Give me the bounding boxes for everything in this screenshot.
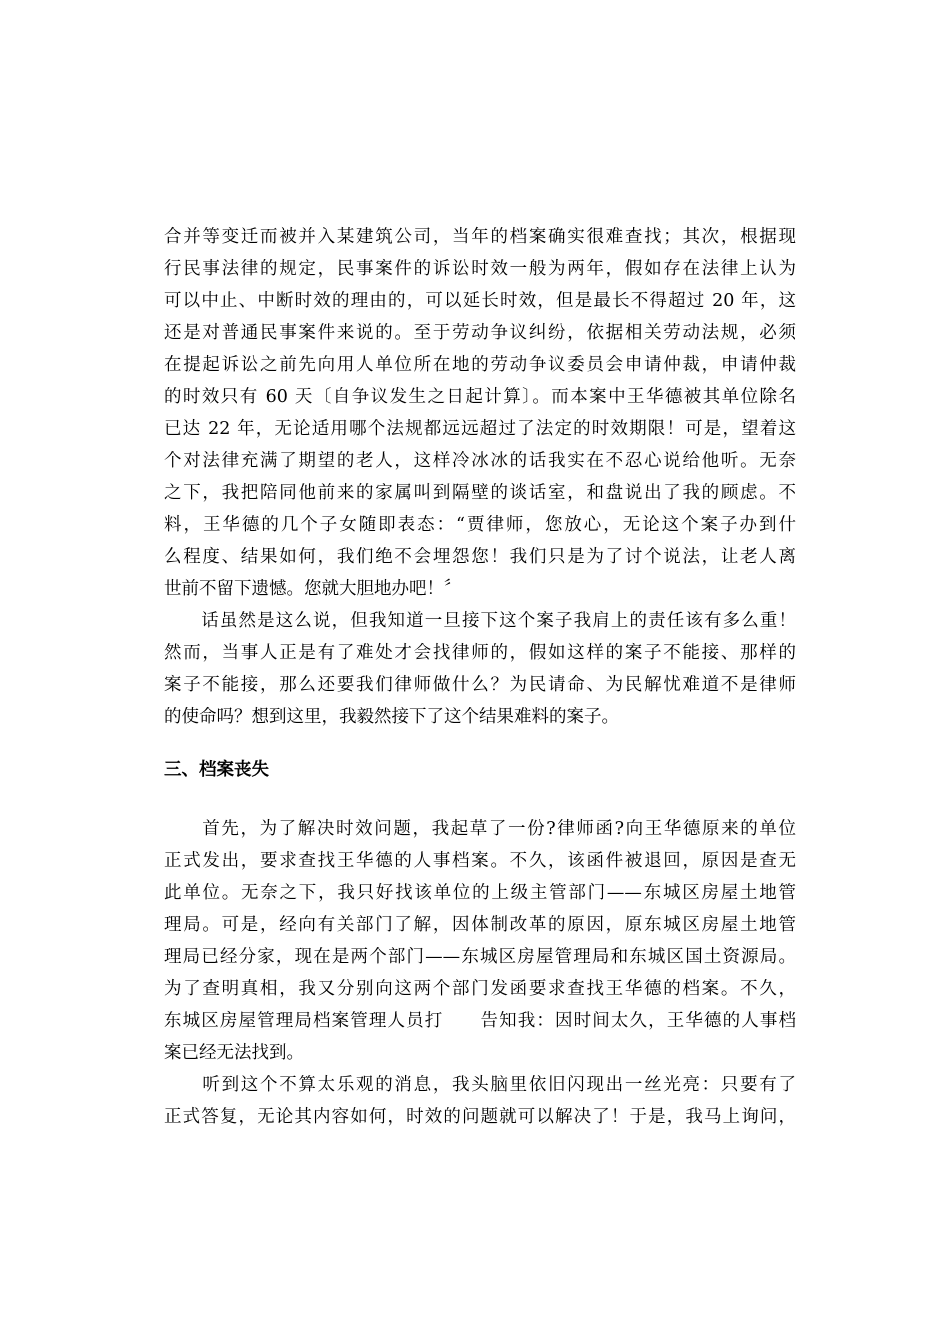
text-line: 正式答复，无论其内容如何，时效的问题就可以解决了！于是，我马上询问，: [164, 1107, 796, 1127]
text-line: 理局已经分家，现在是两个部门——东城区房屋管理局和东城区国土资源局。: [164, 947, 796, 967]
text-line: 的时效只有 60 天〔自争议发生之日起计算〕。而本案中王华德被其单位除名: [164, 387, 796, 407]
text-line: 么程度、结果如何，我们绝不会埋怨您！我们只是为了讨个说法，让老人离: [164, 547, 796, 567]
text-line: 世前不留下遗憾。您就大胆地办吧！〞: [164, 579, 462, 599]
text-line: 此单位。无奈之下，我只好找该单位的上级主管部门——东城区房屋土地管: [164, 883, 796, 903]
text-line: 然而，当事人正是有了难处才会找律师的，假如这样的案子不能接、那样的: [164, 643, 796, 663]
text-line: 案子不能接，那么还要我们律师做什么？为民请命、为民解忧难道不是律师: [164, 675, 796, 695]
section-heading: 三、档案丧失: [164, 760, 269, 780]
text-line: 个对法律充满了期望的老人，这样冷冰冰的话我实在不忍心说给他听。无奈: [164, 451, 796, 471]
text-line: 东城区房屋管理局档案管理人员打 告知我：因时间太久，王华德的人事档: [164, 1011, 796, 1031]
text-line: 案已经无法找到。: [164, 1043, 304, 1063]
text-line: 的使命吗？想到这里，我毅然接下了这个结果难料的案子。: [164, 707, 619, 727]
text-line: 首先，为了解决时效问题，我起草了一份?律师函?向王华德原来的单位: [164, 819, 796, 839]
text-line: 正式发出，要求查找王华德的人事档案。不久，该函件被退回，原因是查无: [164, 851, 796, 871]
text-line: 为了查明真相，我又分别向这两个部门发函要求查找王华德的档案。不久，: [164, 979, 796, 999]
text-line: 还是对普通民事案件来说的。至于劳动争议纠纷，依据相关劳动法规，必须: [164, 323, 796, 343]
text-line: 料，王华德的几个子女随即表态：“贾律师，您放心，无论这个案子办到什: [164, 515, 796, 535]
text-line: 已达 22 年，无论适用哪个法规都远远超过了法定的时效期限！可是，望着这: [164, 419, 796, 439]
text-line: 话虽然是这么说，但我知道一旦接下这个案子我肩上的责任该有多么重！: [164, 611, 796, 631]
text-line: 听到这个不算太乐观的消息，我头脑里依旧闪现出一丝光亮：只要有了: [164, 1075, 796, 1095]
text-line: 之下，我把陪同他前来的家属叫到隔壁的谈话室，和盘说出了我的顾虑。不: [164, 483, 796, 503]
text-line: 合并等变迁而被并入某建筑公司，当年的档案确实很难查找；其次，根据现: [164, 227, 796, 247]
text-line: 理局。可是，经向有关部门了解，因体制改革的原因，原东城区房屋土地管: [164, 915, 796, 935]
text-line: 行民事法律的规定，民事案件的诉讼时效一般为两年，假如存在法律上认为: [164, 259, 796, 279]
text-line: 在提起诉讼之前先向用人单位所在地的劳动争议委员会申请仲裁，申请仲裁: [164, 355, 796, 375]
text-line: 可以中止、中断时效的理由的，可以延长时效，但是最长不得超过 20 年，这: [164, 291, 796, 311]
